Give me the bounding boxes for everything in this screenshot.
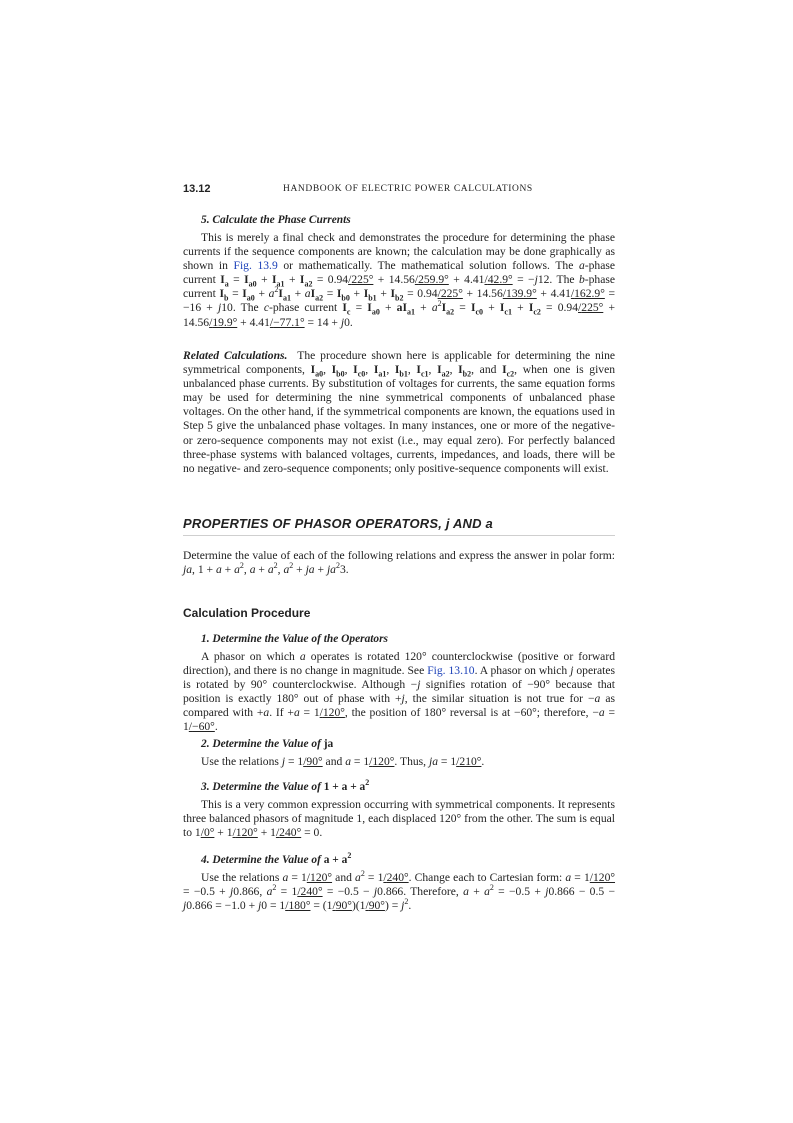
running-header bbox=[183, 183, 613, 199]
step4-heading: 4. Determine the Value of $a + a^2$ bbox=[201, 851, 352, 866]
step3-heading: 3. Determine the Value of $1 + a + a^2$ bbox=[201, 778, 370, 793]
page-number: 13.12 bbox=[183, 183, 211, 195]
related-label: Related Calculations. bbox=[183, 349, 288, 362]
step2-body: Use the relations j = 1/ 90° and a = 1/ 120°. Thus, ja = 1/ 210°. bbox=[183, 755, 615, 769]
related-calculations: Related Calculations. The procedure shown here is applicable for determining the nine symmetrical components, $I_{a0}$, $I_{b0}$, $I_{c0}$, $I_{a1}$, $I_{b1}$, $I_{c1}$, $I_{a2}$, $I_{b2}$, and $I_{c2}$, when one is given unbalanced phase currents. By substitution of voltages for currents, the same equation forms may be used for determining the nine symmetrical components of unbalanced phase voltages. On the other hand, if the symmetrical components are known, the equations used in Step 5 give the unbalanced phase voltages. In many instances, one or more of the negative- or zero-sequence components may not exist (i.e., may equal zero). For perfectly balanced three-phase systems with balanced voltages, currents, impedances, and loads, there will be no negative- and zero-sequence components; only positive-sequence components will exist. bbox=[183, 349, 616, 475]
fig-13-10-link[interactable]: Fig. 13.10 bbox=[427, 664, 475, 678]
section-intro: Determine the value of each of the following relations and express the answer in polar form: ja, $1 + a + a^2$, $a + a^2$, $a^2$ + ja + $ja^23$. bbox=[183, 549, 615, 577]
step1-heading: 1. Determine the Value of the Operators bbox=[201, 633, 388, 645]
step3-body: This is a very common expression occurring with symmetrical components. It represents three balanced phasors of magnitude 1, each displaced 120° from the other. The sum is equal to 1/ 0° + 1/ 120° + 1/ 240° = 0. bbox=[183, 798, 615, 840]
running-title: HANDBOOK OF ELECTRIC POWER CALCULATIONS bbox=[283, 184, 533, 194]
fig-13-9-link[interactable]: Fig. 13.9 bbox=[233, 259, 278, 273]
step1-body: A phasor on which a operates is rotated 120° counterclockwise (positive or forward direction), and there is no change in magnitude. See Fig. 13.10. A phasor on which j operates is rotated by 90° counterclockwise. Although −j signifies rotation of −90° because that position is exactly 180° out of phase with +j, the similar situation is not true for −a as compared with +a. If +a = 1/ 120°, the position of 180° reversal is at −60°; therefore, −a = 1/ −60°. bbox=[183, 650, 615, 735]
step5-body: This is merely a final check and demonstrates the procedure for determining the phase currents if the sequence components are known; the calculation may be done graphically as shown in Fig. 13.9 or mathematically. The mathematical solution follows. The a-phase current $I_a = I_{a0} + I_{a1} + I_{a2} = 0.94/$ 225° + 14.56/ 259.9° + 4.41/ 42.9° = −j12. The b-phase current $I_b = I_{a0} + a^2I_{a1} + aI_{a2} = I_{b0} + I_{b1} + I_{b2} = 0.94/$ 225° + 14.56/ 139.9° + 4.41/ 162.9° = −16 + j10. The c-phase current $I_c = I_{a0} + aI_{a1} + a^2I_{a2} = I_{c0} + I_{c1} + I_{c2} = 0.94/$ 225° + 14.56/ 19.9° + 4.41/ −77.1° = 14 + j0. bbox=[183, 231, 615, 330]
step4-body: Use the relations a = 1/ 120° and $a^2 = 1/$ 240°. Change each to Cartesian form: a = 1/ 120° = −0.5 + j0.866, $a^2 = 1/$ 240° = −0.5 − j0.866. Therefore, $a + a^2 = -0.5 + j0.866 - 0.5 - j0.866 = -1.0 + j0 = 1/$ 180° = (1/ 90°)(1/ $90^\circ) = j^2$. bbox=[183, 871, 615, 913]
step2-heading: 2. Determine the Value of ja bbox=[201, 738, 334, 750]
calculation-procedure-title: Calculation Procedure bbox=[183, 606, 311, 620]
step5-heading: 5. Calculate the Phase Currents bbox=[201, 214, 351, 226]
section-title: PROPERTIES OF PHASOR OPERATORS, j AND a bbox=[183, 516, 615, 536]
